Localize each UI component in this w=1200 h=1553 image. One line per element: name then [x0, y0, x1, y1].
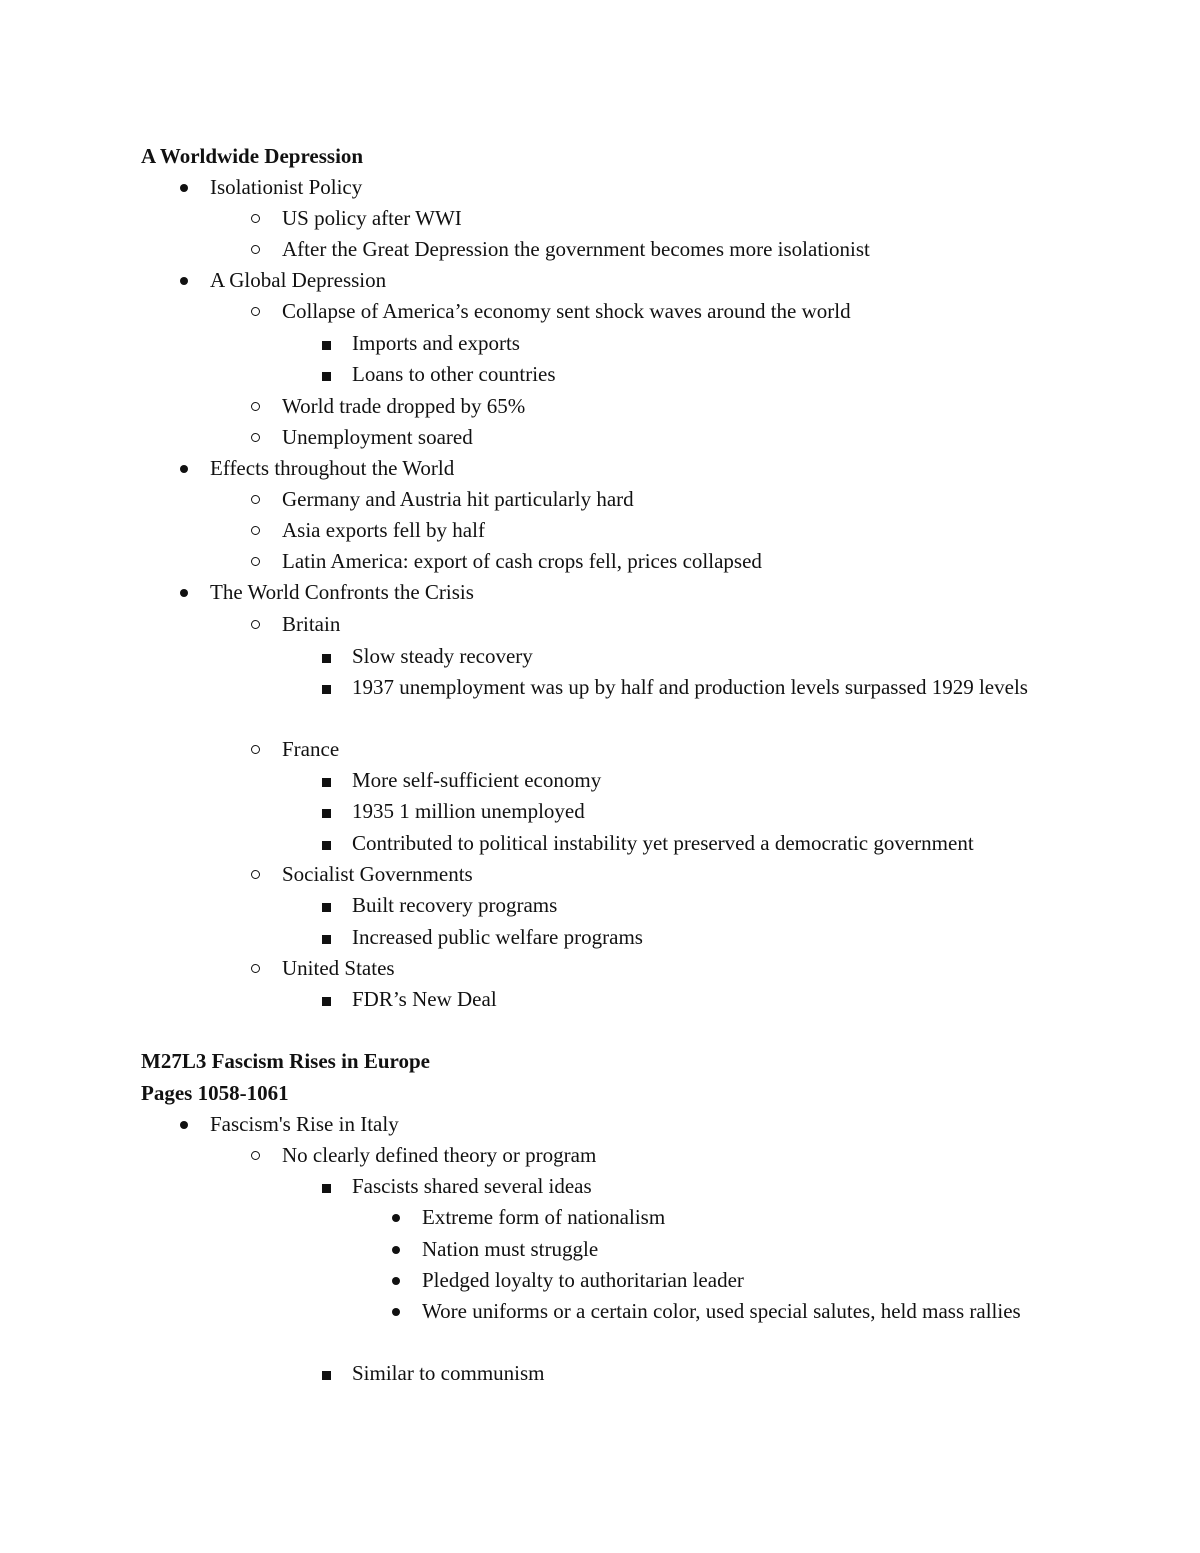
list-item-text: World trade dropped by 65% — [282, 394, 526, 418]
list-item — [282, 953, 395, 984]
section-heading-fascism: M27L3 Fascism Rises in Europe — [141, 1049, 430, 1073]
list-item-text: 1935 1 million unemployed — [352, 799, 585, 823]
bullet-circle-icon — [252, 546, 282, 577]
list-item-text: FDR’s New Deal — [352, 987, 497, 1011]
bullet-circle-icon — [252, 391, 282, 422]
list-item — [352, 984, 497, 1015]
list-item — [282, 422, 473, 453]
bullet-circle-icon — [252, 296, 282, 327]
bullet-circle-icon — [252, 484, 282, 515]
list-item-text: More self-sufficient economy — [352, 768, 602, 792]
bullet-disc-icon — [392, 1234, 422, 1265]
bullet-circle-icon — [252, 609, 282, 640]
list-item-text: Fascists shared several ideas — [352, 1174, 592, 1198]
list-item-text: Slow steady recovery — [352, 644, 533, 668]
bullet-circle-icon — [252, 859, 282, 890]
list-item — [352, 796, 585, 827]
list-item — [422, 1234, 598, 1265]
section-heading-worldwide-depression: A Worldwide Depression — [141, 144, 364, 168]
list-item — [352, 1171, 592, 1202]
list-item — [422, 1265, 744, 1296]
list-item-text: Imports and exports — [352, 331, 520, 355]
list-item-text: Effects throughout the World — [210, 456, 455, 480]
list-item-text: Similar to communism — [352, 1361, 545, 1385]
bullet-disc-icon — [180, 453, 210, 484]
list-item — [282, 859, 473, 890]
list-item — [282, 734, 339, 765]
list-item-text: Wore uniforms or a certain color, used special salutes, held mass rallies — [422, 1299, 1021, 1323]
list-item — [282, 484, 634, 515]
bullet-circle-icon — [252, 422, 282, 453]
bullet-square-icon — [322, 828, 352, 859]
list-item — [352, 359, 556, 390]
list-item — [282, 203, 462, 234]
bullet-square-icon — [322, 1171, 352, 1202]
list-item-text: No clearly defined theory or program — [282, 1143, 597, 1167]
bullet-square-icon — [322, 641, 352, 672]
list-item-text: Isolationist Policy — [210, 175, 363, 199]
list-item — [282, 515, 485, 546]
list-item — [352, 641, 533, 672]
list-item — [422, 1296, 1052, 1327]
bullet-square-icon — [322, 765, 352, 796]
bullet-square-icon — [322, 672, 352, 703]
list-item-text: Latin America: export of cash crops fell, prices collapsed — [282, 549, 762, 573]
list-item-text: US policy after WWI — [282, 206, 462, 230]
list-item-text: Loans to other countries — [352, 362, 556, 386]
list-item-text: Extreme form of nationalism — [422, 1205, 666, 1229]
list-item — [282, 234, 870, 265]
list-item — [282, 1140, 596, 1171]
list-item — [210, 577, 474, 608]
list-item-text: Britain — [282, 612, 341, 636]
bullet-square-icon — [322, 796, 352, 827]
bullet-circle-icon — [252, 953, 282, 984]
bullet-disc-icon — [180, 1109, 210, 1140]
bullet-disc-icon — [180, 265, 210, 296]
bullet-circle-icon — [252, 515, 282, 546]
bullet-disc-icon — [180, 577, 210, 608]
list-item-text: France — [282, 737, 340, 761]
bullet-square-icon — [322, 359, 352, 390]
list-item-text: Unemployment soared — [282, 425, 473, 449]
list-item-text: Collapse of America’s economy sent shock waves around the world — [282, 299, 851, 323]
list-item-text: Asia exports fell by half — [282, 518, 485, 542]
list-item — [352, 922, 643, 953]
list-item — [210, 453, 454, 484]
list-item — [210, 265, 386, 296]
list-item — [352, 672, 1072, 703]
list-item — [422, 1202, 665, 1233]
list-item-text: United States — [282, 956, 395, 980]
list-item — [282, 391, 525, 422]
list-item — [352, 328, 520, 359]
section-pages: Pages 1058-1061 — [141, 1081, 289, 1105]
list-item-text: A Global Depression — [210, 268, 387, 292]
list-item-text: Contributed to political instability yet preserved a democratic government — [352, 831, 974, 855]
list-item-text: Socialist Governments — [282, 862, 473, 886]
list-item — [282, 546, 762, 577]
bullet-disc-icon — [392, 1265, 422, 1296]
list-item-text: Nation must struggle — [422, 1237, 599, 1261]
list-item — [352, 1358, 545, 1389]
bullet-circle-icon — [252, 734, 282, 765]
bullet-circle-icon — [252, 234, 282, 265]
bullet-square-icon — [322, 328, 352, 359]
bullet-circle-icon — [252, 1140, 282, 1171]
list-item — [282, 296, 851, 327]
list-item-text: Germany and Austria hit particularly hard — [282, 487, 634, 511]
bullet-disc-icon — [392, 1296, 422, 1327]
list-item-text: Fascism's Rise in Italy — [210, 1112, 399, 1136]
list-item-text: After the Great Depression the government becomes more isolationist — [282, 237, 870, 261]
list-item-text: Pledged loyalty to authoritarian leader — [422, 1268, 744, 1292]
list-item-text: Increased public welfare programs — [352, 925, 643, 949]
list-item — [352, 828, 974, 859]
bullet-circle-icon — [252, 203, 282, 234]
list-item-text: Built recovery programs — [352, 893, 558, 917]
bullet-square-icon — [322, 984, 352, 1015]
list-item — [352, 765, 601, 796]
bullet-disc-icon — [392, 1202, 422, 1233]
list-item-text: The World Confronts the Crisis — [210, 580, 474, 604]
list-item — [210, 172, 362, 203]
bullet-square-icon — [322, 1358, 352, 1389]
bullet-square-icon — [322, 890, 352, 921]
list-item — [352, 890, 557, 921]
list-item — [210, 1109, 399, 1140]
list-item — [282, 609, 340, 640]
bullet-disc-icon — [180, 172, 210, 203]
bullet-square-icon — [322, 922, 352, 953]
list-item-text: 1937 unemployment was up by half and production levels surpassed 1929 levels — [352, 675, 1028, 699]
